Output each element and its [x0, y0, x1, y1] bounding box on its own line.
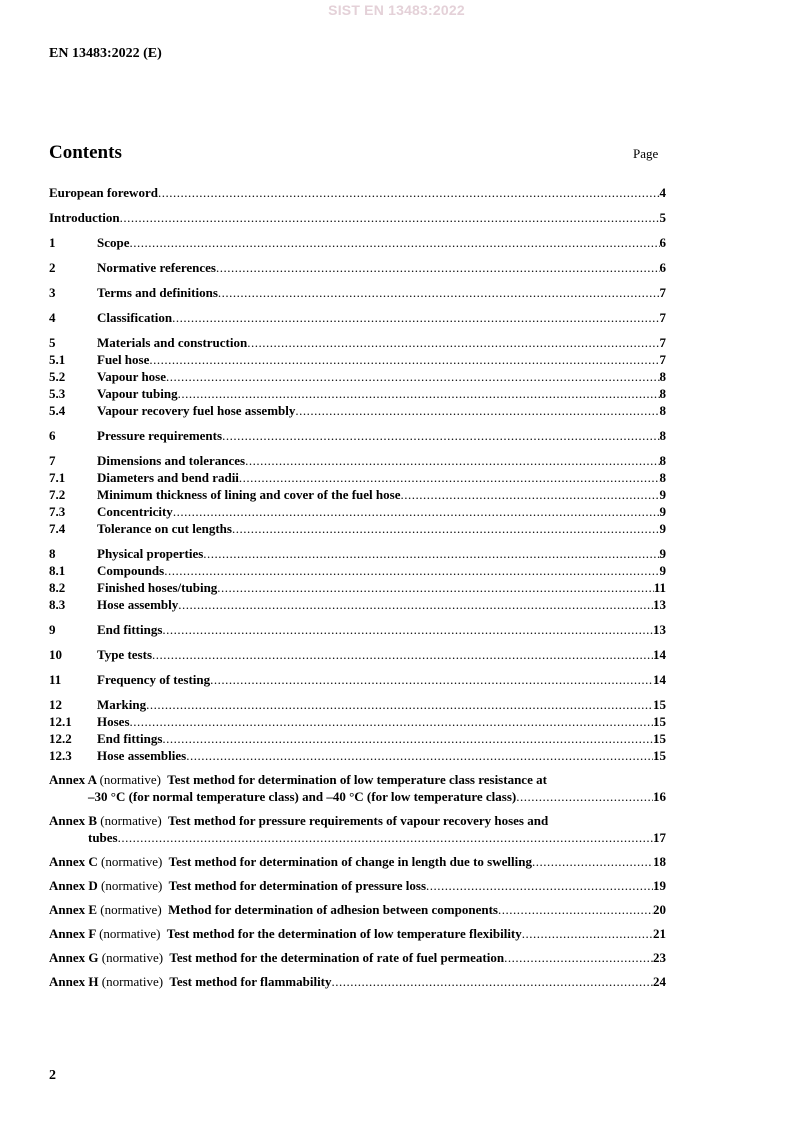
dot-leader: [120, 209, 660, 226]
toc-entry-6[interactable]: [49, 427, 666, 444]
dot-leader: [332, 973, 653, 990]
toc-entry-title: Frequency of testing: [97, 672, 211, 687]
annex-type: (normative): [100, 813, 162, 828]
toc-entry-7-1[interactable]: [49, 469, 666, 486]
toc-entry-title: End fittings: [97, 622, 163, 637]
toc-entry-page: 7: [659, 285, 666, 300]
toc-entry-title: Materials and construction: [97, 335, 248, 350]
toc-entry-page: 8: [659, 453, 666, 468]
toc-entry-page: 7: [659, 310, 666, 325]
dot-leader: [158, 184, 660, 201]
dot-leader: [247, 334, 659, 351]
annex-type: (normative): [99, 772, 161, 787]
toc-entry-number: 7.1: [49, 470, 66, 485]
dot-leader: [504, 949, 653, 966]
toc-entry-number: 3: [49, 285, 56, 300]
dot-leader: [164, 562, 659, 579]
toc-entry-page: 8: [659, 428, 666, 443]
dot-leader: [210, 671, 653, 688]
dot-leader: [118, 829, 653, 846]
dot-leader: [146, 696, 653, 713]
toc-entry-12-1[interactable]: [49, 713, 666, 730]
toc-entry-page: 15: [653, 731, 666, 746]
annex-page: 18: [653, 854, 666, 869]
toc-entry-title: European foreword: [49, 185, 158, 200]
dot-leader: [166, 368, 660, 385]
toc-entry-foreword[interactable]: [49, 184, 666, 201]
toc-entry-title: End fittings: [97, 731, 163, 746]
toc-entry-title: Fuel hose: [97, 352, 150, 367]
annex-title-continued: –30 °C (for normal temperature class) and –40 °C (for low temperature class): [88, 789, 517, 804]
dot-leader: [217, 579, 653, 596]
dot-leader: [522, 925, 653, 942]
toc-entry-title: Diameters and bend radii: [97, 470, 239, 485]
toc-entry-page: 9: [659, 546, 666, 561]
annex-title: Test method for determination of change in length due to swelling: [168, 854, 532, 869]
toc-entry-title: Normative references: [97, 260, 216, 275]
toc-entry-title: Pressure requirements: [97, 428, 223, 443]
toc-entry-page: 9: [659, 487, 666, 502]
toc-entry-title: Finished hoses/tubing: [97, 580, 218, 595]
toc-entry-title: Type tests: [97, 647, 153, 662]
toc-entry-number: 10: [49, 647, 62, 662]
toc-entry-number: 6: [49, 428, 56, 443]
annex-label: Annex D: [49, 878, 98, 893]
toc-entry-title: Hose assemblies: [97, 748, 187, 763]
annex-title: Method for determination of adhesion between components: [168, 902, 498, 917]
toc-entry-8[interactable]: [49, 545, 666, 562]
dot-leader: [178, 596, 653, 613]
toc-entry-page: 8: [659, 470, 666, 485]
toc-entry-7-4[interactable]: [49, 520, 666, 537]
annex-title: Test method for flammability: [169, 974, 332, 989]
toc-entry-7[interactable]: [49, 452, 666, 469]
dot-leader: [498, 901, 653, 918]
dot-leader: [172, 309, 659, 326]
toc-annex-b[interactable]: [49, 812, 666, 846]
toc-entry-introduction[interactable]: [49, 209, 666, 226]
annex-page: 21: [653, 926, 666, 941]
dot-leader: [516, 788, 653, 805]
toc-annex-e[interactable]: [49, 901, 666, 918]
dot-leader: [152, 646, 653, 663]
annex-label: Annex H: [49, 974, 99, 989]
toc-entry-number: 4: [49, 310, 56, 325]
toc-entry-title: Physical properties: [97, 546, 204, 561]
toc-entry-10[interactable]: [49, 646, 666, 663]
annex-title-continued: tubes: [88, 830, 118, 845]
toc-entry-number: 5.1: [49, 352, 66, 367]
toc-entry-page: 7: [659, 335, 666, 350]
dot-leader: [162, 730, 653, 747]
annex-page: 20: [653, 902, 666, 917]
annex-title: Test method for the determination of rate of fuel permeation: [169, 950, 505, 965]
toc-entry-title: Hoses: [97, 714, 130, 729]
toc-entry-5-2[interactable]: [49, 368, 666, 385]
dot-leader: [426, 877, 653, 894]
annex-page: 23: [653, 950, 666, 965]
footer-page-number: 2: [49, 1068, 56, 1083]
dot-leader: [130, 713, 654, 730]
toc-entry-page: 15: [653, 714, 666, 729]
annex-label: Annex G: [49, 950, 99, 965]
watermark: SIST EN 13483:2022: [328, 2, 465, 18]
toc-entry-page: 6: [659, 235, 666, 250]
dot-leader: [216, 259, 660, 276]
toc-entry-number: 7: [49, 453, 56, 468]
toc-entry-title: Tolerance on cut lengths: [97, 521, 232, 536]
dot-leader: [130, 234, 660, 251]
annex-label: Annex F: [49, 926, 96, 941]
toc-entry-title: Hose assembly: [97, 597, 179, 612]
toc-annex-h[interactable]: [49, 973, 666, 990]
annex-label: Annex A: [49, 772, 97, 787]
dot-leader: [239, 469, 660, 486]
toc-entry-1[interactable]: [49, 234, 666, 251]
toc-entry-title: Concentricity: [97, 504, 173, 519]
toc-entry-12-2[interactable]: [49, 730, 666, 747]
toc-entry-number: 5.3: [49, 386, 66, 401]
annex-title: Test method for pressure requirements of vapour recovery hoses and: [167, 813, 549, 828]
toc-entry-title: Vapour recovery fuel hose assembly: [97, 403, 296, 418]
toc-annex-g[interactable]: [49, 949, 666, 966]
toc-entry-5-1[interactable]: [49, 351, 666, 368]
toc-entry-page: 13: [653, 597, 666, 612]
toc-entry-9[interactable]: [49, 621, 666, 638]
annex-label: Annex C: [49, 854, 98, 869]
toc-entry-7-3[interactable]: [49, 503, 666, 520]
toc-entry-8-3[interactable]: [49, 596, 666, 613]
annex-type: (normative): [99, 926, 161, 941]
annex-page: 19: [653, 878, 666, 893]
toc-entry-page: 8: [659, 403, 666, 418]
toc-entry-2[interactable]: [49, 259, 666, 276]
toc-entry-number: 5.2: [49, 369, 66, 384]
toc-entry-page: 13: [653, 622, 666, 637]
toc-entry-8-1[interactable]: [49, 562, 666, 579]
toc-entry-number: 7.2: [49, 487, 66, 502]
contents-heading: Contents: [49, 142, 122, 163]
toc-entry-page: 15: [653, 748, 666, 763]
toc-entry-number: 11: [49, 672, 62, 687]
page-column-label: Page: [633, 146, 659, 161]
dot-leader: [173, 503, 660, 520]
annex-page: 16: [653, 789, 666, 804]
toc-entry-page: 11: [653, 580, 666, 595]
dot-leader: [400, 486, 659, 503]
annex-type: (normative): [101, 974, 164, 989]
annex-page: 24: [653, 974, 666, 989]
toc-entry-3[interactable]: [49, 284, 666, 301]
toc-entry-number: 7.3: [49, 504, 66, 519]
toc-annex-d[interactable]: [49, 877, 666, 894]
dot-leader: [232, 520, 660, 537]
toc-entry-title: Marking: [97, 697, 147, 712]
toc-annex-f[interactable]: [49, 925, 666, 942]
toc-entry-title: Vapour tubing: [97, 386, 178, 401]
toc-entry-number: 8.2: [49, 580, 66, 595]
dot-leader: [203, 545, 659, 562]
toc-entry-5[interactable]: [49, 334, 666, 351]
toc-entry-number: 1: [49, 235, 56, 250]
toc-entry-number: 7.4: [49, 521, 66, 536]
toc-entry-8-2[interactable]: [49, 579, 666, 596]
toc-entry-page: 8: [659, 386, 666, 401]
annex-label: Annex E: [49, 902, 98, 917]
dot-leader: [178, 385, 660, 402]
toc-entry-5-3[interactable]: [49, 385, 666, 402]
dot-leader: [186, 747, 653, 764]
toc-entry-number: 8.1: [49, 563, 66, 578]
toc-entry-number: 9: [49, 622, 56, 637]
toc-entry-page: 4: [659, 185, 666, 200]
annex-title: Test method for determination of pressure loss: [168, 878, 427, 893]
toc-entry-7-2[interactable]: [49, 486, 666, 503]
toc-entry-number: 12.3: [49, 748, 72, 763]
toc-entry-number: 12.2: [49, 731, 72, 746]
annex-type: (normative): [100, 902, 162, 917]
toc-entry-12[interactable]: [49, 696, 666, 713]
dot-leader: [222, 427, 659, 444]
dot-leader: [149, 351, 659, 368]
toc-entry-number: 2: [49, 260, 56, 275]
toc-entry-4[interactable]: [49, 309, 666, 326]
toc-entry-number: 12.1: [49, 714, 72, 729]
toc-entry-page: 14: [653, 672, 666, 687]
toc-entry-5-4[interactable]: [49, 402, 666, 419]
toc-entry-number: 5: [49, 335, 56, 350]
toc-entry-page: 5: [659, 210, 666, 225]
toc-entry-page: 7: [659, 352, 666, 367]
toc-entry-title: Terms and definitions: [97, 285, 218, 300]
annex-title: Test method for determination of low temperature class resistance at: [167, 772, 547, 787]
dot-leader: [532, 853, 653, 870]
dot-leader: [245, 452, 659, 469]
toc-entry-title: Scope: [97, 235, 130, 250]
annex-type: (normative): [101, 878, 163, 893]
annex-type: (normative): [101, 854, 163, 869]
toc-entry-title: Vapour hose: [97, 369, 166, 384]
table-of-contents: [49, 184, 666, 990]
annex-title: Test method for the determination of low temperature flexibility: [166, 926, 522, 941]
toc-entry-number: 5.4: [49, 403, 66, 418]
toc-annex-c[interactable]: [49, 853, 666, 870]
toc-entry-page: 15: [653, 697, 666, 712]
toc-entry-12-3[interactable]: [49, 747, 666, 764]
toc-entry-11[interactable]: [49, 671, 666, 688]
toc-entry-title: Minimum thickness of lining and cover of the fuel hose: [97, 487, 401, 502]
toc-entry-page: 6: [659, 260, 666, 275]
toc-entry-number: 8: [49, 546, 56, 561]
toc-entry-title: Dimensions and tolerances: [97, 453, 246, 468]
annex-page: 17: [653, 830, 666, 845]
annex-label: Annex B: [49, 813, 98, 828]
toc-entry-page: 9: [659, 521, 666, 536]
dot-leader: [218, 284, 660, 301]
toc-entry-number: 8.3: [49, 597, 66, 612]
dot-leader: [295, 402, 659, 419]
toc-entry-number: 12: [49, 697, 62, 712]
dot-leader: [162, 621, 653, 638]
toc-entry-page: 9: [659, 504, 666, 519]
toc-entry-title: Classification: [97, 310, 173, 325]
toc-entry-page: 14: [653, 647, 666, 662]
toc-entry-page: 8: [659, 369, 666, 384]
toc-annex-a[interactable]: [49, 771, 666, 805]
toc-entry-title: Compounds: [97, 563, 165, 578]
toc-entry-title: Introduction: [49, 210, 120, 225]
document-id: EN 13483:2022 (E): [49, 46, 162, 61]
toc-entry-page: 9: [659, 563, 666, 578]
annex-type: (normative): [101, 950, 164, 965]
